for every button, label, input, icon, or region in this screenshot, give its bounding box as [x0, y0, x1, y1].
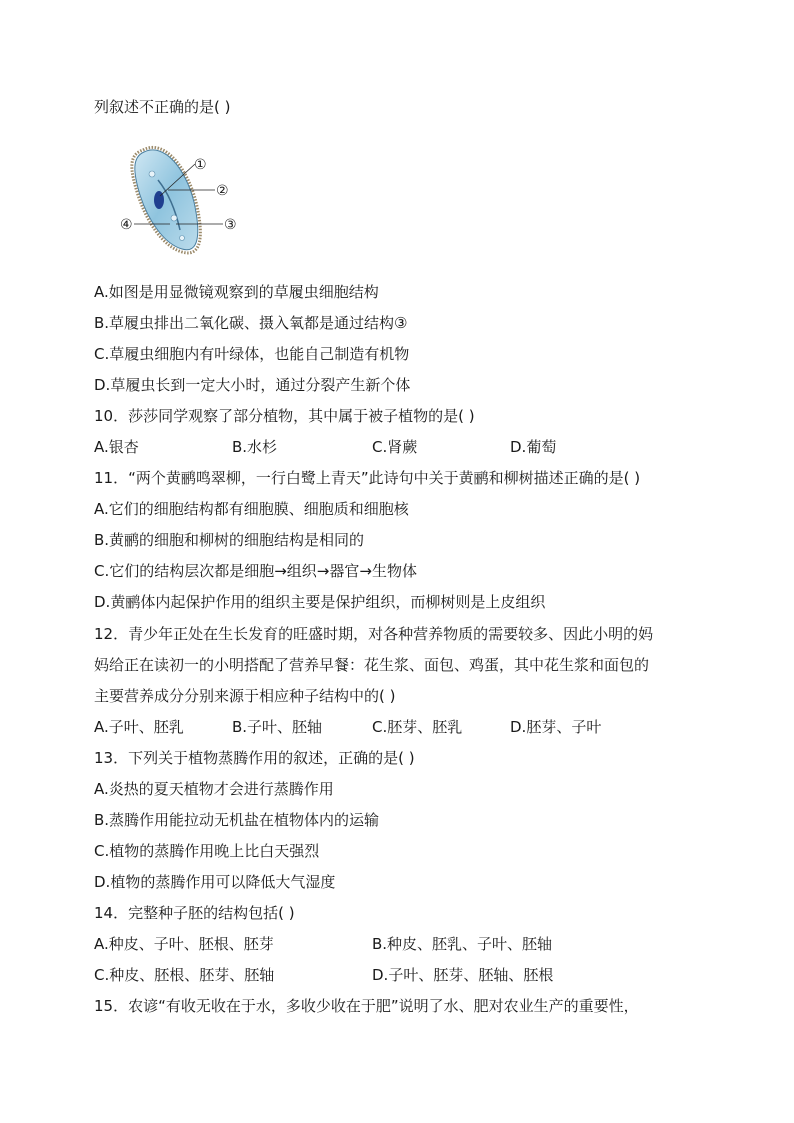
q12-option-a: A.子叶、胚乳 [94, 718, 184, 736]
q11-option-c: C.它们的结构层次都是细胞→组织→器官→生物体 [94, 562, 417, 580]
q12-stem-line-3: 主要营养成分分别来源于相应种子结构中的( ) [94, 687, 396, 705]
q10-option-a: A.银杏 [94, 438, 139, 456]
q13-option-b: B.蒸腾作用能拉动无机盐在植物体内的运输 [94, 811, 380, 829]
q12-stem-line-2: 妈给正在读初一的小明搭配了营养早餐：花生浆、面包、鸡蛋，其中花生浆和面包的 [94, 656, 650, 674]
q13-option-a: A.炎热的夏天植物才会进行蒸腾作用 [94, 780, 334, 798]
q12-option-c: C.胚芽、胚乳 [372, 718, 463, 736]
q14-option-d: D.子叶、胚芽、胚轴、胚根 [372, 966, 554, 984]
q9-option-b: B.草履虫排出二氧化碳、摄入氧都是通过结构③ [94, 314, 408, 332]
label-2: ② [216, 183, 229, 199]
q10-option-c: C.肾蕨 [372, 438, 418, 456]
q10-option-d: D.葡萄 [510, 438, 557, 456]
q12-option-b: B.子叶、胚轴 [232, 718, 323, 736]
q10-stem: 10．莎莎同学观察了部分植物，其中属于被子植物的是( ) [94, 407, 475, 425]
q14-option-b: B.种皮、胚乳、子叶、胚轴 [372, 935, 553, 953]
q14-option-a: A.种皮、子叶、胚根、胚芽 [94, 935, 274, 953]
q15-stem: 15．农谚“有收无收在于水，多收少收在于肥”说明了水、肥对农业生产的重要性， [94, 997, 639, 1015]
q10-option-b: B.水杉 [232, 438, 278, 456]
q9-option-d: D.草履虫长到一定大小时，通过分裂产生新个体 [94, 376, 411, 394]
q13-option-d: D.植物的蒸腾作用可以降低大气湿度 [94, 873, 336, 891]
q11-stem: 11．“两个黄鹂鸣翠柳，一行白鹭上青天”此诗句中关于黄鹂和柳树描述正确的是( ) [94, 469, 641, 487]
paramecium-body [135, 150, 198, 250]
q12-stem-line-1: 12．青少年正处在生长发育的旺盛时期，对各种营养物质的需要较多、因此小明的妈 [94, 625, 654, 643]
q11-option-b: B.黄鹂的细胞和柳树的细胞结构是相同的 [94, 531, 365, 549]
label-4: ④ [120, 217, 133, 233]
q11-option-d: D.黄鹂体内起保护作用的组织主要是保护组织，而柳树则是上皮组织 [94, 593, 546, 611]
q14-option-c: C.种皮、胚根、胚芽、胚轴 [94, 966, 275, 984]
label-1: ① [194, 157, 207, 173]
q11-option-a: A.它们的细胞结构都有细胞膜、细胞质和细胞核 [94, 500, 409, 518]
paramecium-diagram [110, 140, 260, 260]
paramecium-figure [110, 140, 260, 260]
q9-option-a: A.如图是用显微镜观察到的草履虫细胞结构 [94, 283, 379, 301]
label-3: ③ [224, 217, 237, 233]
q9-option-c: C.草履虫细胞内有叶绿体，也能自己制造有机物 [94, 345, 410, 363]
q14-stem: 14．完整种子胚的结构包括( ) [94, 904, 295, 922]
q12-option-d: D.胚芽、子叶 [510, 718, 602, 736]
q13-option-c: C.植物的蒸腾作用晚上比白天强烈 [94, 842, 320, 860]
q13-stem: 13．下列关于植物蒸腾作用的叙述，正确的是( ) [94, 749, 415, 767]
intro-line: 列叙述不正确的是( ) [94, 98, 231, 116]
